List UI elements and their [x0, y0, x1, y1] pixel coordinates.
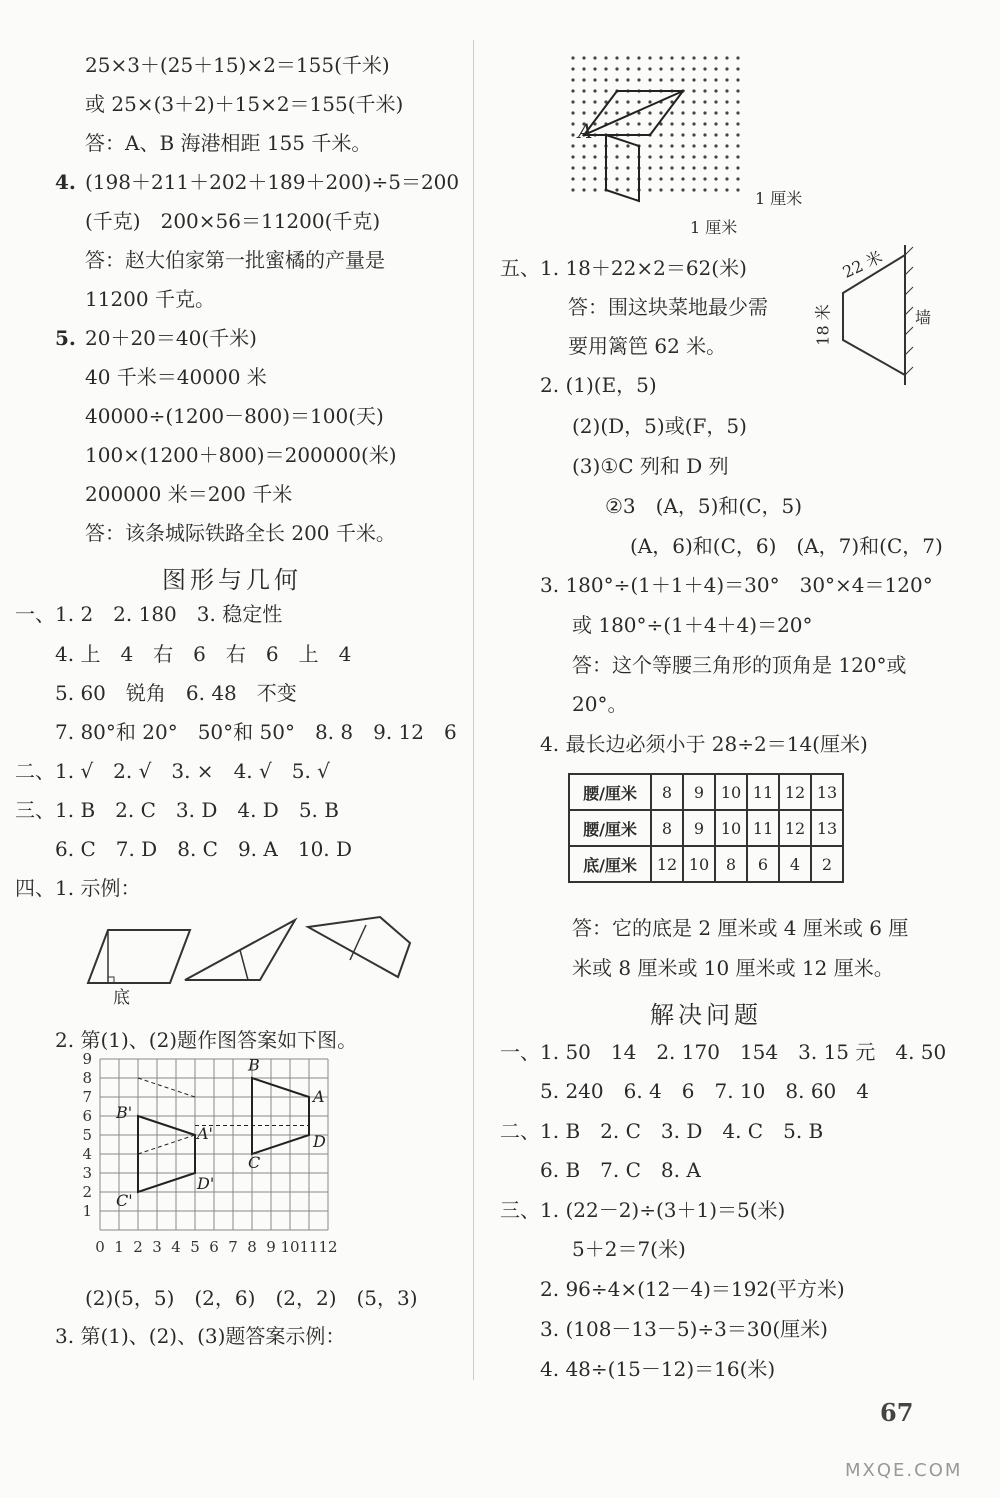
grid-dot: [692, 89, 695, 92]
answer-row: 4. 上 4 右 6 右 6 上 4: [55, 642, 352, 666]
grid-dot: [648, 166, 651, 169]
grid-dot: [736, 100, 739, 103]
grid-dot: [681, 177, 684, 180]
answer-row: 4. 48÷(15－12)＝16(米): [540, 1357, 776, 1381]
answer-row: 20°。: [572, 692, 628, 716]
grid-dot: [703, 89, 706, 92]
table-cell: 11: [747, 810, 779, 846]
grid-dot: [681, 166, 684, 169]
answer-row: 4. 最长边必须小于 28÷2＝14(厘米): [540, 732, 868, 756]
line: 答：该条城际铁路全长 200 千米。: [85, 521, 396, 545]
table-cell: 11: [747, 774, 779, 810]
x-tick-label: 3: [152, 1238, 162, 1256]
grid-dot: [571, 89, 574, 92]
point-label: A': [197, 1124, 213, 1143]
answer-row: 一、1. 50 14 2. 170 154 3. 15 元 4. 50: [500, 1040, 947, 1064]
answer-row: 2. (1)(E，5): [540, 373, 657, 397]
page-number: 67: [880, 1398, 914, 1427]
grid-dot: [593, 100, 596, 103]
table-cell: 10: [715, 774, 747, 810]
table-cell: 12: [651, 846, 683, 882]
table-cell: 10: [683, 846, 715, 882]
point-label: B: [248, 1055, 260, 1075]
grid-dot: [725, 67, 728, 70]
answer-row: 2. 96÷4×(12－4)＝192(平方米): [540, 1277, 845, 1301]
table-row: [569, 774, 843, 810]
grid-dot: [593, 78, 596, 81]
grid-dot: [626, 122, 629, 125]
x-tick-label: 10: [280, 1238, 300, 1256]
grid-dot: [648, 122, 651, 125]
grid-dot: [736, 56, 739, 59]
grid-dot: [725, 111, 728, 114]
point-label: C': [116, 1191, 133, 1210]
grid-dot: [714, 100, 717, 103]
grid-dot: [615, 78, 618, 81]
grid-dot: [626, 56, 629, 59]
grid-dot: [681, 188, 684, 191]
grid-dot: [626, 177, 629, 180]
grid-dot: [725, 100, 728, 103]
grid-dot: [670, 67, 673, 70]
grid-dot: [692, 122, 695, 125]
grid-dot: [736, 111, 739, 114]
answer-row: 5. 60 锐角 6. 48 不变: [55, 681, 297, 705]
grid-dot: [615, 122, 618, 125]
line: 200000 米＝200 千米: [85, 482, 293, 506]
grid-dot: [670, 56, 673, 59]
line: 25×3＋(25＋15)×2＝155(千米): [85, 53, 390, 77]
grid-dot: [593, 188, 596, 191]
table-cell: 12: [779, 774, 811, 810]
grid-dot: [703, 56, 706, 59]
grid-dot: [571, 56, 574, 59]
grid-dot: [582, 56, 585, 59]
grid-dot: [571, 166, 574, 169]
question-number: 4.: [55, 170, 76, 194]
grid-dot: [659, 188, 662, 191]
grid-dot: [604, 111, 607, 114]
grid-dot: [615, 155, 618, 158]
grid-dot: [736, 177, 739, 180]
x-tick-label: 11: [299, 1238, 319, 1256]
section-title: 解决问题: [650, 1001, 762, 1029]
grid-dot: [670, 155, 673, 158]
grid-dot: [582, 111, 585, 114]
grid-dot: [670, 78, 673, 81]
grid-dot: [681, 144, 684, 147]
table-cell: 8: [651, 774, 683, 810]
grid-dot: [714, 56, 717, 59]
grid-dot: [681, 155, 684, 158]
fig-label-18: 18 米: [813, 304, 833, 346]
answer-row: 要用篱笆 62 米。: [568, 334, 727, 358]
scale-label: 1 厘米: [690, 218, 738, 237]
answer-row: 6. C 7. D 8. C 9. A 10. D: [55, 837, 353, 861]
point-label: A: [313, 1087, 325, 1106]
y-tick-label: 4: [82, 1145, 92, 1163]
grid-dot: [615, 166, 618, 169]
grid-dot: [659, 166, 662, 169]
grid-dot: [692, 100, 695, 103]
grid-dot: [648, 177, 651, 180]
grid-dot: [582, 188, 585, 191]
grid-dot: [714, 89, 717, 92]
x-tick-label: 1: [114, 1238, 124, 1256]
grid-dot: [659, 56, 662, 59]
grid-dot: [736, 144, 739, 147]
base-label: 底: [113, 988, 130, 1008]
grid-dot: [670, 166, 673, 169]
grid-dot: [703, 100, 706, 103]
answer-row: 四、1. 示例：: [15, 876, 141, 900]
answer-row: 2. 第(1)、(2)题作图答案如下图。: [55, 1028, 358, 1052]
grid-dot: [714, 188, 717, 191]
x-tick-label: 7: [228, 1238, 238, 1256]
grid-dot: [736, 67, 739, 70]
grid-dot: [692, 133, 695, 136]
answer-row: 3. 第(1)、(2)、(3)题答案示例：: [55, 1324, 346, 1348]
table-cell: 2: [811, 846, 843, 882]
line: 40000÷(1200－800)＝100(天): [85, 404, 384, 428]
grid-dot: [714, 78, 717, 81]
grid-dot: [703, 67, 706, 70]
table-header-cell: 底/厘米: [569, 846, 651, 882]
grid-dot: [593, 67, 596, 70]
answer-row: 7. 80°和 20° 50°和 50° 8. 8 9. 12 6: [55, 720, 457, 744]
line: 11200 千克。: [85, 287, 215, 311]
grid-dot: [725, 188, 728, 191]
grid-dot: [582, 100, 585, 103]
grid-dot: [626, 78, 629, 81]
triangle-sides-table: [568, 773, 844, 883]
grid-dot: [626, 166, 629, 169]
grid-dot: [648, 67, 651, 70]
table-cell: 10: [715, 810, 747, 846]
grid-dot: [582, 177, 585, 180]
grid-dot: [670, 188, 673, 191]
x-tick-label: 4: [171, 1238, 181, 1256]
grid-dot: [648, 100, 651, 103]
answer-row: 3. (108－13－5)÷3＝30(厘米): [540, 1317, 828, 1341]
grid-dot: [648, 144, 651, 147]
scale-label: 1 厘米: [755, 189, 803, 208]
grid-dot: [670, 111, 673, 114]
grid-dot: [637, 78, 640, 81]
grid-dot: [692, 78, 695, 81]
grid-dot: [615, 177, 618, 180]
grid-dot: [703, 155, 706, 158]
grid-dot: [626, 155, 629, 158]
grid-dot: [582, 78, 585, 81]
grid-dot: [626, 100, 629, 103]
question-number: 5.: [55, 326, 76, 350]
grid-dot: [571, 111, 574, 114]
answer-row: 答：它的底是 2 厘米或 4 厘米或 6 厘: [572, 916, 909, 940]
x-tick-label: 2: [133, 1238, 143, 1256]
table-header-cell: 腰/厘米: [569, 810, 651, 846]
grid-dot: [604, 67, 607, 70]
grid-dot: [648, 56, 651, 59]
grid-dot: [582, 155, 585, 158]
grid-dot: [714, 144, 717, 147]
grid-dot: [571, 188, 574, 191]
line: 20＋20＝40(千米): [85, 326, 257, 350]
grid-dot: [659, 78, 662, 81]
grid-dot: [604, 89, 607, 92]
answer-row: 五、1. 18＋22×2＝62(米): [500, 256, 747, 280]
grid-dot: [714, 111, 717, 114]
section-title: 图形与几何: [162, 566, 302, 594]
grid-dot: [692, 188, 695, 191]
y-tick-label: 5: [82, 1126, 92, 1144]
grid-dot: [736, 133, 739, 136]
x-tick-label: 12: [318, 1238, 338, 1256]
grid-dot: [692, 144, 695, 147]
y-tick-label: 9: [82, 1050, 92, 1068]
grid-dot: [670, 177, 673, 180]
grid-dot: [582, 166, 585, 169]
table-cell: 8: [715, 846, 747, 882]
answer-row: 3. 180°÷(1＋1＋4)＝30° 30°×4＝120°: [540, 573, 933, 597]
grid-dot: [626, 188, 629, 191]
grid-dot: [736, 78, 739, 81]
grid-dot: [659, 67, 662, 70]
table-row: [569, 810, 843, 846]
grid-dot: [615, 56, 618, 59]
grid-dot: [582, 89, 585, 92]
grid-dot: [681, 111, 684, 114]
grid-dot: [692, 56, 695, 59]
point-label: D': [197, 1174, 215, 1193]
grid-dot: [659, 155, 662, 158]
grid-dot: [703, 177, 706, 180]
grid-dot: [571, 67, 574, 70]
example-figures: [80, 915, 420, 1015]
y-tick-label: 6: [82, 1107, 92, 1125]
grid-dot: [571, 133, 574, 136]
table-header-cell: 腰/厘米: [569, 774, 651, 810]
point-label: C: [248, 1153, 261, 1172]
table-cell: 13: [811, 774, 843, 810]
grid-dot: [714, 155, 717, 158]
grid-dot: [571, 155, 574, 158]
grid-dot: [736, 188, 739, 191]
grid-dot: [648, 78, 651, 81]
grid-dot: [703, 111, 706, 114]
line: (千克) 200×56＝11200(千克): [85, 209, 381, 233]
x-tick-label: 8: [247, 1238, 257, 1256]
grid-dot: [571, 100, 574, 103]
grid-dot: [659, 144, 662, 147]
grid-dot: [681, 78, 684, 81]
answer-row: (2)(D，5)或(F，5): [572, 414, 747, 438]
line: 或 25×(3＋2)＋15×2＝155(千米): [85, 92, 404, 116]
x-tick-label: 9: [266, 1238, 276, 1256]
grid-dot: [615, 144, 618, 147]
grid-dot: [659, 177, 662, 180]
grid-dot: [648, 188, 651, 191]
grid-dot: [692, 166, 695, 169]
grid-dot: [692, 67, 695, 70]
grid-dot: [571, 177, 574, 180]
line: 40 千米＝40000 米: [85, 365, 267, 389]
grid-dot: [714, 133, 717, 136]
table-cell: 9: [683, 810, 715, 846]
y-tick-label: 8: [82, 1069, 92, 1087]
grid-dot: [648, 155, 651, 158]
grid-dot: [659, 111, 662, 114]
answer-row: 答：这个等腰三角形的顶角是 120°或: [572, 653, 907, 677]
answer-row: 6. B 7. C 8. A: [540, 1158, 701, 1182]
table-cell: 6: [747, 846, 779, 882]
grid-dot: [714, 67, 717, 70]
answer-row: 三、1. (22－2)÷(3＋1)＝5(米): [500, 1198, 786, 1222]
grid-dot: [681, 122, 684, 125]
answer-row: 一、1. 2 2. 180 3. 稳定性: [15, 602, 283, 626]
line: 答：赵大伯家第一批蜜橘的产量是: [85, 248, 385, 272]
grid-dot: [703, 78, 706, 81]
answer-row: ②3 (A，5)和(C，5): [605, 494, 803, 518]
answer-row: 5. 240 6. 4 6 7. 10 8. 60 4: [540, 1079, 870, 1103]
grid-dot: [714, 177, 717, 180]
grid-dot: [571, 78, 574, 81]
grid-dot: [736, 122, 739, 125]
grid-dot: [571, 144, 574, 147]
grid-dot: [593, 89, 596, 92]
grid-dot: [714, 122, 717, 125]
grid-dot: [681, 67, 684, 70]
line: 答：A、B 海港相距 155 千米。: [85, 131, 372, 155]
table-cell: 8: [651, 810, 683, 846]
point-label: D: [313, 1132, 326, 1151]
grid-dot: [637, 100, 640, 103]
grid-dot: [615, 111, 618, 114]
answer-row: 二、1. √ 2. √ 3. × 4. √ 5. √: [15, 759, 330, 783]
table-cell: 9: [683, 774, 715, 810]
table-cell: 4: [779, 846, 811, 882]
grid-dot: [736, 166, 739, 169]
grid-dot: [637, 67, 640, 70]
line: (198＋211＋202＋189＋200)÷5＝200: [85, 170, 460, 194]
table-cell: 13: [811, 810, 843, 846]
grid-dot: [626, 67, 629, 70]
grid-dot: [648, 111, 651, 114]
grid-dot: [692, 155, 695, 158]
y-tick-label: 1: [82, 1202, 92, 1220]
dashed-line: [138, 1078, 195, 1097]
grid-dot: [725, 78, 728, 81]
grid-dot: [725, 166, 728, 169]
fig-label-22: 22 米: [839, 247, 886, 282]
grid-dot: [703, 188, 706, 191]
x-tick-label: 0: [95, 1238, 105, 1256]
answer-row: (3)①C 列和 D 列: [572, 454, 729, 478]
y-tick-label: 2: [82, 1183, 92, 1201]
coordinate-answers: (2)(5，5) (2，6) (2，2) (5，3): [85, 1286, 418, 1310]
grid-dot: [593, 177, 596, 180]
grid-dot: [615, 67, 618, 70]
answer-row: 米或 8 厘米或 10 厘米或 12 厘米。: [572, 956, 894, 980]
grid-dot: [582, 67, 585, 70]
y-tick-label: 3: [82, 1164, 92, 1182]
grid-dot: [703, 122, 706, 125]
y-tick-label: 7: [82, 1088, 92, 1106]
grid-dot: [725, 155, 728, 158]
grid-dot: [626, 144, 629, 147]
x-tick-label: 5: [190, 1238, 200, 1256]
answer-row: 三、1. B 2. C 3. D 4. D 5. B: [15, 798, 339, 822]
answer-row: 5＋2＝7(米): [572, 1237, 686, 1261]
grid-dot: [593, 155, 596, 158]
grid-dot: [593, 56, 596, 59]
answer-row: (A，6)和(C，6) (A，7)和(C，7): [630, 534, 943, 558]
point-label: B': [116, 1103, 133, 1122]
grid-dot: [725, 133, 728, 136]
table-cell: 12: [779, 810, 811, 846]
grid-dot: [725, 89, 728, 92]
grid-dot: [615, 100, 618, 103]
watermark: MXQE.COM: [845, 1460, 963, 1481]
grid-dot: [681, 56, 684, 59]
line: 100×(1200＋800)＝200000(米): [85, 443, 397, 467]
grid-dot: [670, 144, 673, 147]
x-tick-label: 6: [209, 1238, 219, 1256]
grid-dot: [692, 177, 695, 180]
grid-dot: [615, 188, 618, 191]
grid-dot: [703, 166, 706, 169]
table-row: [569, 846, 843, 882]
grid-dot: [604, 78, 607, 81]
answer-row: 答：围这块菜地最少需: [568, 295, 768, 319]
grid-dot: [582, 144, 585, 147]
grid-dot: [659, 133, 662, 136]
coordinate-grid: [80, 1050, 350, 1260]
grid-dot: [604, 56, 607, 59]
answer-row: 二、1. B 2. C 3. D 4. C 5. B: [500, 1119, 824, 1143]
grid-dot: [593, 166, 596, 169]
grid-dot: [725, 56, 728, 59]
grid-dot: [725, 177, 728, 180]
dashed-line: [138, 1135, 195, 1154]
grid-dot: [736, 89, 739, 92]
grid-dot: [637, 122, 640, 125]
grid-dot: [725, 144, 728, 147]
grid-dot: [681, 133, 684, 136]
answer-row: 或 180°÷(1＋4＋4)＝20°: [572, 613, 813, 637]
point-label: A: [578, 119, 593, 143]
grid-dot: [681, 100, 684, 103]
grid-dot: [571, 122, 574, 125]
grid-dot: [692, 111, 695, 114]
shape-diagonal: [584, 91, 683, 135]
grid-dot: [637, 56, 640, 59]
fig-label-wall: 墙: [915, 308, 932, 327]
grid-dot: [703, 133, 706, 136]
grid-dot: [670, 133, 673, 136]
shape-parallelogram: [606, 135, 639, 201]
grid-dot: [593, 111, 596, 114]
grid-dot: [703, 144, 706, 147]
grid-dot: [593, 144, 596, 147]
grid-dot: [670, 122, 673, 125]
grid-dot: [736, 155, 739, 158]
grid-dot: [714, 166, 717, 169]
grid-dot: [725, 122, 728, 125]
column-divider: [473, 40, 474, 1380]
